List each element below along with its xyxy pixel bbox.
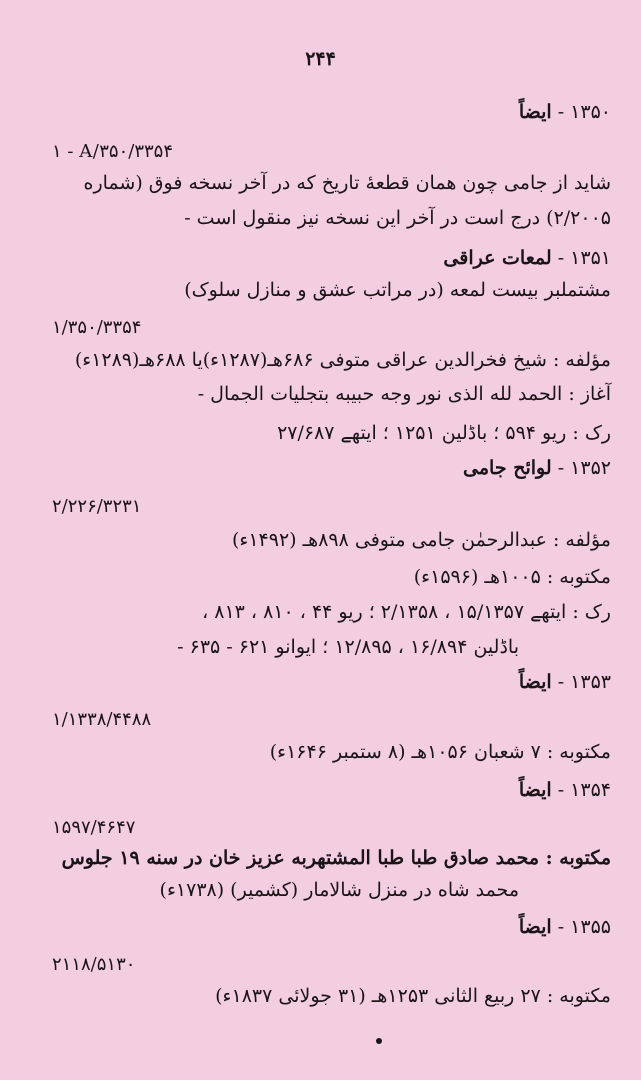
entry-heading xyxy=(463,456,611,480)
entry-heading xyxy=(519,778,611,802)
entry-text-line: مکتوبه : محمد صادق طبا طبا المشتهربه عزیز خان در سنه ۱۹ جلوس xyxy=(61,847,611,869)
entry-number: ۱۳۵۱ - xyxy=(557,247,611,269)
entry-text-line: ۲/۲۰۰۵) درج است در آخر این نسخه نیز منقول است - xyxy=(184,207,611,229)
entry-reference: ۱۵۹۷/۴۶۴۷ xyxy=(52,817,136,838)
entry-heading xyxy=(519,100,611,124)
page-number: ۲۴۴ xyxy=(305,48,336,70)
entry-text-line: مکتوبه : ۱۰۰۵هـ (۱۵۹۶ء) xyxy=(413,566,611,588)
entry-text-line: باڈلین ۱۶/۸۹۴ ، ۱۲/۸۹۵ ؛ ایوانو ۶۲۱ - ۶۳۵ - xyxy=(177,636,519,658)
entry-number: ۱۳۵۰ - xyxy=(557,101,611,123)
entry-reference: ۱/۱۳۳۸/۴۴۸۸ xyxy=(52,709,152,730)
entry-reference: ۱ - A/۳۵۰/۳۳۵۴ xyxy=(52,141,173,162)
entry-title: لوائح جامی xyxy=(463,457,552,479)
entry-text-line: شاید از جامی چون همان قطعهٔ تاریخ که در آخر نسخه فوق (شماره xyxy=(83,172,611,194)
entry-text-line: آغاز : الحمد لله الذی نور وجه حبیبه بتجلیات الجمال - xyxy=(197,383,611,405)
entry-text-line: مکتوبه : ۷ شعبان ۱۰۵۶هـ (۸ ستمبر ۱۶۴۶ء) xyxy=(269,741,611,763)
entry-number: ۱۳۵۳ - xyxy=(557,671,611,693)
entry-text-line: رک : ریو ۵۹۴ ؛ باڈلین ۱۲۵۱ ؛ ایتھے ۲۷/۶۸۷ xyxy=(277,422,611,444)
entry-title: ایضاً xyxy=(518,779,552,801)
entry-text-line: مکتوبه : ۲۷ ربیع الثانی ۱۲۵۳هـ (۳۱ جولائی ۱۸۳۷ء) xyxy=(215,985,611,1007)
entry-number: ۱۳۵۵ - xyxy=(557,916,611,938)
entry-number: ۱۳۵۴ - xyxy=(557,779,611,801)
entry-reference: ۲۱۱۸/۵۱۳۰ xyxy=(52,954,136,975)
entry-title: ایضاً xyxy=(518,101,552,123)
entry-text-line: محمد شاه در منزل شالامار (کشمیر) (۱۷۳۸ء) xyxy=(159,879,519,901)
entry-title: ایضاً xyxy=(518,671,552,693)
entry-reference: ۲/۲۲۶/۳۲۳۱ xyxy=(52,496,142,517)
entry-title: لمعات عراقی xyxy=(443,247,552,269)
entry-title: ایضاً xyxy=(518,916,552,938)
footer-dot-mark xyxy=(376,1038,382,1044)
entry-text-line: مؤلفه : شیخ فخرالدین عراقی متوفی ۶۸۶هـ(۱۲۸۷ء)یا ۶۸۸هـ(۱۲۸۹ء) xyxy=(74,349,611,371)
entry-heading xyxy=(443,246,611,270)
entry-text-line: مشتملبر بیست لمعه (در مراتب عشق و منازل سلوک) xyxy=(184,279,611,301)
entry-heading xyxy=(519,915,611,939)
entry-heading xyxy=(519,670,611,694)
entry-text-line: مؤلفه : عبدالرحمٰن جامی متوفی ۸۹۸هـ (۱۴۹۲ء) xyxy=(231,529,611,551)
entry-number: ۱۳۵۲ - xyxy=(557,457,611,479)
entry-reference: ۱/۳۵۰/۳۳۵۴ xyxy=(52,317,142,338)
entry-text-line: رک : ایتھے ۱۵/۱۳۵۷ ، ۲/۱۳۵۸ ؛ ریو ۴۴ ، ۸۱۰ ، ۸۱۳ ، xyxy=(202,601,611,623)
